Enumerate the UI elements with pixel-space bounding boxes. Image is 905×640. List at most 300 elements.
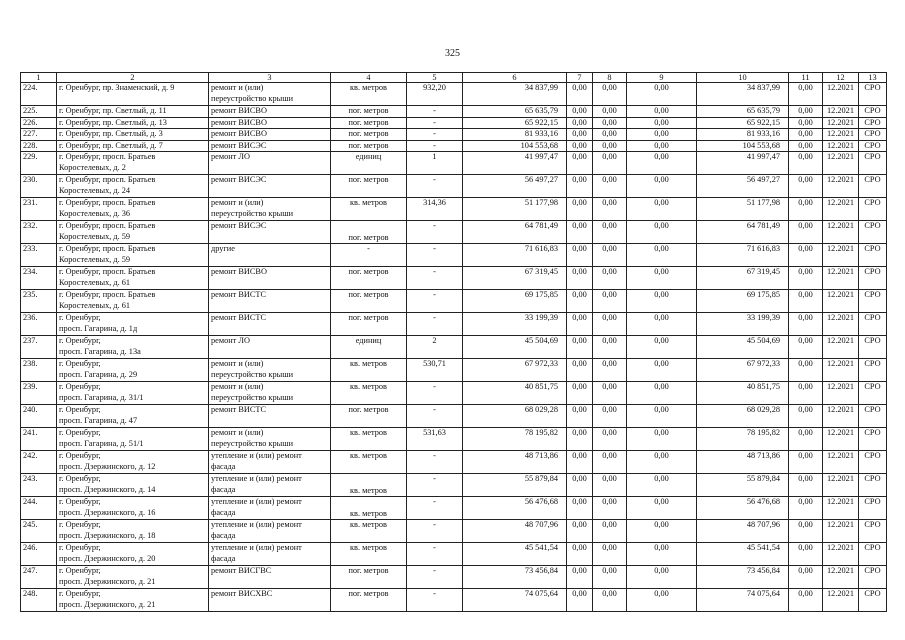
method-cell: СРО bbox=[859, 175, 887, 198]
unit-cell: пог. метров bbox=[331, 267, 407, 290]
completion-date-cell: 12.2021 bbox=[823, 290, 859, 313]
work-type-line: фасада bbox=[211, 461, 236, 471]
unit-cell: пог. метров bbox=[331, 140, 407, 152]
table-row bbox=[21, 451, 887, 474]
fund-cell: 0,00 bbox=[627, 267, 697, 290]
address-line: просп. Гагарина, д. 31/1 bbox=[59, 392, 144, 402]
completion-date-cell: 12.2021 bbox=[823, 497, 859, 520]
address-cell bbox=[57, 313, 209, 336]
address-cell bbox=[57, 267, 209, 290]
work-type-cell bbox=[209, 83, 331, 106]
unit-cell: пог. метров bbox=[331, 405, 407, 428]
work-type-cell bbox=[209, 175, 331, 198]
work-type-cell bbox=[209, 474, 331, 497]
completion-date-cell: 12.2021 bbox=[823, 359, 859, 382]
unit-cell: кв. метров bbox=[331, 451, 407, 474]
page-number: 325 bbox=[445, 48, 460, 59]
total-cost-cell: 45 541,54 bbox=[463, 543, 567, 566]
fund-cell: 0,00 bbox=[627, 129, 697, 141]
address-cell bbox=[57, 198, 209, 221]
fund-cell: 0,00 bbox=[567, 83, 593, 106]
completion-date-cell: 12.2021 bbox=[823, 566, 859, 589]
fund-cell: 0,00 bbox=[789, 382, 823, 405]
row-number-cell: 235. bbox=[21, 290, 57, 313]
quantity-cell: - bbox=[407, 474, 463, 497]
quantity-cell: - bbox=[407, 566, 463, 589]
fund-cell: 0,00 bbox=[789, 117, 823, 129]
owner-funds-cell: 40 851,75 bbox=[697, 382, 789, 405]
address-line: г. Оренбург, bbox=[59, 543, 101, 552]
work-type-line: ремонт и (или) bbox=[211, 428, 264, 437]
fund-cell: 0,00 bbox=[789, 83, 823, 106]
table-row bbox=[21, 290, 887, 313]
fund-cell: 0,00 bbox=[789, 152, 823, 175]
unit-cell: пог. метров bbox=[331, 566, 407, 589]
completion-date-cell: 12.2021 bbox=[823, 244, 859, 267]
owner-funds-cell: 51 177,98 bbox=[697, 198, 789, 221]
completion-date-cell: 12.2021 bbox=[823, 451, 859, 474]
table-row bbox=[21, 117, 887, 129]
address-line: г. Оренбург, bbox=[59, 359, 101, 368]
fund-cell: 0,00 bbox=[627, 543, 697, 566]
table-row bbox=[21, 140, 887, 152]
fund-cell: 0,00 bbox=[567, 106, 593, 118]
completion-date-cell: 12.2021 bbox=[823, 83, 859, 106]
owner-funds-cell: 69 175,85 bbox=[697, 290, 789, 313]
row-number-cell: 242. bbox=[21, 451, 57, 474]
fund-cell: 0,00 bbox=[789, 221, 823, 244]
fund-cell: 0,00 bbox=[593, 152, 627, 175]
fund-cell: 0,00 bbox=[789, 129, 823, 141]
address-line: г. Оренбург, bbox=[59, 520, 101, 529]
quantity-cell: - bbox=[407, 405, 463, 428]
owner-funds-cell: 64 781,49 bbox=[697, 221, 789, 244]
address-line: Коростелевых, д. 59 bbox=[59, 231, 131, 241]
work-type-line: ремонт ВИСХВС bbox=[211, 589, 273, 598]
fund-cell: 0,00 bbox=[593, 198, 627, 221]
work-type-line: ремонт и (или) bbox=[211, 359, 264, 368]
owner-funds-cell: 33 199,39 bbox=[697, 313, 789, 336]
row-number-cell: 244. bbox=[21, 497, 57, 520]
total-cost-cell: 73 456,84 bbox=[463, 566, 567, 589]
address-line: просп. Дзержинского, д. 20 bbox=[59, 553, 156, 563]
method-cell: СРО bbox=[859, 198, 887, 221]
fund-cell: 0,00 bbox=[627, 83, 697, 106]
work-type-line: ремонт ВИСТС bbox=[211, 405, 267, 414]
unit-cell: кв. метров bbox=[331, 428, 407, 451]
address-line: Коростелевых, д. 2 bbox=[59, 162, 126, 172]
owner-funds-cell: 48 713,86 bbox=[697, 451, 789, 474]
address-cell bbox=[57, 497, 209, 520]
work-type-line: утепление и (или) ремонт bbox=[211, 543, 302, 552]
address-line: г. Оренбург, пр. Светлый, д. 3 bbox=[59, 129, 163, 138]
fund-cell: 0,00 bbox=[627, 520, 697, 543]
completion-date-cell: 12.2021 bbox=[823, 474, 859, 497]
fund-cell: 0,00 bbox=[627, 117, 697, 129]
fund-cell: 0,00 bbox=[593, 428, 627, 451]
fund-cell: 0,00 bbox=[567, 267, 593, 290]
fund-cell: 0,00 bbox=[567, 313, 593, 336]
work-type-cell bbox=[209, 198, 331, 221]
quantity-cell: 932,20 bbox=[407, 83, 463, 106]
fund-cell: 0,00 bbox=[593, 359, 627, 382]
row-number-cell: 228. bbox=[21, 140, 57, 152]
fund-cell: 0,00 bbox=[567, 117, 593, 129]
address-cell bbox=[57, 175, 209, 198]
table-row bbox=[21, 359, 887, 382]
column-header: 10 bbox=[697, 73, 789, 83]
fund-cell: 0,00 bbox=[789, 140, 823, 152]
fund-cell: 0,00 bbox=[593, 221, 627, 244]
method-cell: СРО bbox=[859, 117, 887, 129]
method-cell: СРО bbox=[859, 382, 887, 405]
address-cell bbox=[57, 83, 209, 106]
fund-cell: 0,00 bbox=[789, 405, 823, 428]
row-number-cell: 243. bbox=[21, 474, 57, 497]
address-line: просп. Дзержинского, д. 14 bbox=[59, 484, 156, 494]
table-row bbox=[21, 221, 887, 244]
row-number-cell: 240. bbox=[21, 405, 57, 428]
total-cost-cell: 69 175,85 bbox=[463, 290, 567, 313]
table-row bbox=[21, 543, 887, 566]
owner-funds-cell: 41 997,47 bbox=[697, 152, 789, 175]
address-cell bbox=[57, 359, 209, 382]
completion-date-cell: 12.2021 bbox=[823, 520, 859, 543]
fund-cell: 0,00 bbox=[627, 175, 697, 198]
fund-cell: 0,00 bbox=[627, 313, 697, 336]
fund-cell: 0,00 bbox=[593, 497, 627, 520]
row-number-cell: 237. bbox=[21, 336, 57, 359]
quantity-cell: 1 bbox=[407, 152, 463, 175]
row-number-cell: 224. bbox=[21, 83, 57, 106]
address-cell bbox=[57, 474, 209, 497]
work-type-line: ремонт и (или) bbox=[211, 382, 264, 391]
owner-funds-cell: 73 456,84 bbox=[697, 566, 789, 589]
work-type-line: ремонт ВИСТС bbox=[211, 313, 267, 322]
work-type-line: ремонт ВИСВО bbox=[211, 129, 267, 138]
work-type-cell bbox=[209, 497, 331, 520]
work-type-line: переустройство крыши bbox=[211, 369, 294, 379]
quantity-cell: - bbox=[407, 543, 463, 566]
address-line: просп. Гагарина, д. 13а bbox=[59, 346, 141, 356]
address-line: г. Оренбург, просп. Братьев bbox=[59, 267, 156, 276]
table-row bbox=[21, 336, 887, 359]
method-cell: СРО bbox=[859, 244, 887, 267]
work-type-line: ремонт ВИСВО bbox=[211, 106, 267, 115]
fund-cell: 0,00 bbox=[789, 267, 823, 290]
column-number-header-row bbox=[21, 73, 887, 83]
address-line: Коростелевых, д. 59 bbox=[59, 254, 131, 264]
total-cost-cell: 104 553,68 bbox=[463, 140, 567, 152]
fund-cell: 0,00 bbox=[627, 382, 697, 405]
fund-cell: 0,00 bbox=[593, 313, 627, 336]
fund-cell: 0,00 bbox=[593, 382, 627, 405]
column-header: 7 bbox=[567, 73, 593, 83]
table-row bbox=[21, 244, 887, 267]
method-cell: СРО bbox=[859, 221, 887, 244]
total-cost-cell: 67 319,45 bbox=[463, 267, 567, 290]
unit-cell: - bbox=[331, 244, 407, 267]
table-row bbox=[21, 589, 887, 612]
address-line: просп. Гагарина, д. 1д bbox=[59, 323, 138, 333]
fund-cell: 0,00 bbox=[593, 336, 627, 359]
quantity-cell: - bbox=[407, 267, 463, 290]
address-line: г. Оренбург, bbox=[59, 589, 101, 598]
fund-cell: 0,00 bbox=[567, 543, 593, 566]
method-cell: СРО bbox=[859, 106, 887, 118]
method-cell: СРО bbox=[859, 428, 887, 451]
unit-cell: пог. метров bbox=[331, 221, 407, 244]
fund-cell: 0,00 bbox=[567, 336, 593, 359]
fund-cell: 0,00 bbox=[567, 359, 593, 382]
unit-cell: кв. метров bbox=[331, 497, 407, 520]
column-header: 6 bbox=[463, 73, 567, 83]
address-line: г. Оренбург, bbox=[59, 497, 101, 506]
address-cell bbox=[57, 589, 209, 612]
address-cell bbox=[57, 382, 209, 405]
fund-cell: 0,00 bbox=[593, 83, 627, 106]
total-cost-cell: 48 707,96 bbox=[463, 520, 567, 543]
work-type-line: ремонт ВИСВО bbox=[211, 267, 267, 276]
fund-cell: 0,00 bbox=[789, 313, 823, 336]
table-row bbox=[21, 313, 887, 336]
fund-cell: 0,00 bbox=[567, 290, 593, 313]
fund-cell: 0,00 bbox=[789, 336, 823, 359]
owner-funds-cell: 104 553,68 bbox=[697, 140, 789, 152]
work-type-line: фасада bbox=[211, 484, 236, 494]
unit-cell: пог. метров bbox=[331, 589, 407, 612]
column-header: 4 bbox=[331, 73, 407, 83]
fund-cell: 0,00 bbox=[627, 106, 697, 118]
total-cost-cell: 78 195,82 bbox=[463, 428, 567, 451]
owner-funds-cell: 34 837,99 bbox=[697, 83, 789, 106]
owner-funds-cell: 78 195,82 bbox=[697, 428, 789, 451]
total-cost-cell: 33 199,39 bbox=[463, 313, 567, 336]
quantity-cell: - bbox=[407, 382, 463, 405]
address-line: г. Оренбург, пр. Знаменский, д. 9 bbox=[59, 83, 175, 92]
total-cost-cell: 56 497,27 bbox=[463, 175, 567, 198]
total-cost-cell: 55 879,84 bbox=[463, 474, 567, 497]
work-type-line: ремонт ВИСЭС bbox=[211, 221, 267, 230]
owner-funds-cell: 45 504,69 bbox=[697, 336, 789, 359]
row-number-cell: 230. bbox=[21, 175, 57, 198]
row-number-cell: 245. bbox=[21, 520, 57, 543]
work-type-line: другие bbox=[211, 244, 235, 253]
total-cost-cell: 34 837,99 bbox=[463, 83, 567, 106]
table-row bbox=[21, 405, 887, 428]
address-line: г. Оренбург, bbox=[59, 382, 101, 391]
fund-cell: 0,00 bbox=[567, 198, 593, 221]
address-cell bbox=[57, 520, 209, 543]
unit-cell: пог. метров bbox=[331, 175, 407, 198]
address-line: г. Оренбург, просп. Братьев bbox=[59, 221, 156, 230]
address-line: г. Оренбург, bbox=[59, 313, 101, 322]
method-cell: СРО bbox=[859, 405, 887, 428]
capital-repair-table bbox=[20, 72, 887, 612]
method-cell: СРО bbox=[859, 589, 887, 612]
fund-cell: 0,00 bbox=[567, 175, 593, 198]
row-number-cell: 239. bbox=[21, 382, 57, 405]
work-type-cell bbox=[209, 451, 331, 474]
fund-cell: 0,00 bbox=[627, 198, 697, 221]
table-body bbox=[21, 83, 887, 612]
fund-cell: 0,00 bbox=[593, 405, 627, 428]
quantity-cell: - bbox=[407, 290, 463, 313]
quantity-cell: - bbox=[407, 244, 463, 267]
address-cell bbox=[57, 428, 209, 451]
owner-funds-cell: 68 029,28 bbox=[697, 405, 789, 428]
quantity-cell: - bbox=[407, 106, 463, 118]
unit-cell: кв. метров bbox=[331, 83, 407, 106]
work-type-cell bbox=[209, 359, 331, 382]
row-number-cell: 233. bbox=[21, 244, 57, 267]
work-type-cell bbox=[209, 290, 331, 313]
address-cell bbox=[57, 290, 209, 313]
address-line: г. Оренбург, просп. Братьев bbox=[59, 244, 156, 253]
fund-cell: 0,00 bbox=[567, 152, 593, 175]
address-line: г. Оренбург, bbox=[59, 566, 101, 575]
method-cell: СРО bbox=[859, 336, 887, 359]
address-line: просп. Гагарина, д. 51/1 bbox=[59, 438, 144, 448]
unit-cell: пог. метров bbox=[331, 290, 407, 313]
fund-cell: 0,00 bbox=[627, 589, 697, 612]
work-type-cell bbox=[209, 313, 331, 336]
address-line: г. Оренбург, просп. Братьев bbox=[59, 290, 156, 299]
work-type-line: ремонт ВИСВО bbox=[211, 117, 267, 127]
fund-cell: 0,00 bbox=[593, 140, 627, 152]
fund-cell: 0,00 bbox=[789, 106, 823, 118]
work-type-cell bbox=[209, 566, 331, 589]
quantity-cell: - bbox=[407, 140, 463, 152]
fund-cell: 0,00 bbox=[567, 451, 593, 474]
fund-cell: 0,00 bbox=[627, 428, 697, 451]
method-cell: СРО bbox=[859, 267, 887, 290]
address-line: просп. Гагарина, д. 29 bbox=[59, 369, 138, 379]
table-row bbox=[21, 198, 887, 221]
total-cost-cell: 64 781,49 bbox=[463, 221, 567, 244]
owner-funds-cell: 45 541,54 bbox=[697, 543, 789, 566]
address-cell bbox=[57, 451, 209, 474]
completion-date-cell: 12.2021 bbox=[823, 267, 859, 290]
fund-cell: 0,00 bbox=[593, 129, 627, 141]
owner-funds-cell: 67 319,45 bbox=[697, 267, 789, 290]
completion-date-cell: 12.2021 bbox=[823, 140, 859, 152]
address-line: г. Оренбург, просп. Братьев bbox=[59, 152, 156, 161]
completion-date-cell: 12.2021 bbox=[823, 405, 859, 428]
fund-cell: 0,00 bbox=[593, 267, 627, 290]
unit-cell: пог. метров bbox=[331, 313, 407, 336]
address-cell bbox=[57, 244, 209, 267]
completion-date-cell: 12.2021 bbox=[823, 313, 859, 336]
work-type-line: ремонт ЛО bbox=[211, 336, 250, 345]
total-cost-cell: 67 972,33 bbox=[463, 359, 567, 382]
table-row bbox=[21, 428, 887, 451]
fund-cell: 0,00 bbox=[567, 382, 593, 405]
work-type-line: переустройство крыши bbox=[211, 208, 294, 218]
unit-cell: единиц bbox=[331, 336, 407, 359]
column-header: 1 bbox=[21, 73, 57, 83]
address-cell bbox=[57, 221, 209, 244]
column-header: 8 bbox=[593, 73, 627, 83]
work-type-cell bbox=[209, 267, 331, 290]
total-cost-cell: 45 504,69 bbox=[463, 336, 567, 359]
completion-date-cell: 12.2021 bbox=[823, 117, 859, 129]
address-cell bbox=[57, 129, 209, 141]
work-type-cell bbox=[209, 589, 331, 612]
fund-cell: 0,00 bbox=[789, 198, 823, 221]
work-type-cell bbox=[209, 543, 331, 566]
address-line: г. Оренбург, bbox=[59, 451, 101, 460]
fund-cell: 0,00 bbox=[627, 290, 697, 313]
method-cell: СРО bbox=[859, 520, 887, 543]
unit-cell: пог. метров bbox=[331, 129, 407, 141]
address-line: г. Оренбург, bbox=[59, 474, 101, 483]
total-cost-cell: 56 476,68 bbox=[463, 497, 567, 520]
total-cost-cell: 65 922,15 bbox=[463, 117, 567, 129]
address-line: г. Оренбург, пр. Светлый, д. 11 bbox=[59, 106, 167, 115]
table-row bbox=[21, 520, 887, 543]
quantity-cell: - bbox=[407, 129, 463, 141]
unit-cell: кв. метров bbox=[331, 474, 407, 497]
fund-cell: 0,00 bbox=[789, 589, 823, 612]
owner-funds-cell: 81 933,16 bbox=[697, 129, 789, 141]
address-line: г. Оренбург, просп. Братьев bbox=[59, 198, 156, 207]
table-row bbox=[21, 175, 887, 198]
completion-date-cell: 12.2021 bbox=[823, 428, 859, 451]
fund-cell: 0,00 bbox=[593, 566, 627, 589]
row-number-cell: 226. bbox=[21, 117, 57, 129]
work-type-cell bbox=[209, 336, 331, 359]
table-row bbox=[21, 106, 887, 118]
total-cost-cell: 68 029,28 bbox=[463, 405, 567, 428]
total-cost-cell: 41 997,47 bbox=[463, 152, 567, 175]
fund-cell: 0,00 bbox=[789, 451, 823, 474]
total-cost-cell: 40 851,75 bbox=[463, 382, 567, 405]
row-number-cell: 232. bbox=[21, 221, 57, 244]
column-header: 3 bbox=[209, 73, 331, 83]
address-cell bbox=[57, 566, 209, 589]
fund-cell: 0,00 bbox=[567, 428, 593, 451]
completion-date-cell: 12.2021 bbox=[823, 336, 859, 359]
fund-cell: 0,00 bbox=[567, 497, 593, 520]
completion-date-cell: 12.2021 bbox=[823, 175, 859, 198]
fund-cell: 0,00 bbox=[567, 405, 593, 428]
work-type-line: фасада bbox=[211, 553, 236, 563]
address-line: Коростелевых, д. 24 bbox=[59, 185, 131, 195]
fund-cell: 0,00 bbox=[593, 175, 627, 198]
fund-cell: 0,00 bbox=[627, 566, 697, 589]
fund-cell: 0,00 bbox=[593, 520, 627, 543]
fund-cell: 0,00 bbox=[567, 589, 593, 612]
address-cell bbox=[57, 152, 209, 175]
fund-cell: 0,00 bbox=[789, 359, 823, 382]
completion-date-cell: 12.2021 bbox=[823, 221, 859, 244]
address-cell bbox=[57, 405, 209, 428]
row-number-cell: 246. bbox=[21, 543, 57, 566]
address-line: просп. Дзержинского, д. 21 bbox=[59, 599, 156, 609]
work-type-line: ремонт и (или) bbox=[211, 198, 264, 207]
address-cell bbox=[57, 106, 209, 118]
address-line: г. Оренбург, пр. Светлый, д. 7 bbox=[59, 140, 163, 150]
table-row bbox=[21, 83, 887, 106]
work-type-cell bbox=[209, 221, 331, 244]
fund-cell: 0,00 bbox=[627, 451, 697, 474]
owner-funds-cell: 74 075,64 bbox=[697, 589, 789, 612]
row-number-cell: 236. bbox=[21, 313, 57, 336]
quantity-cell: - bbox=[407, 451, 463, 474]
fund-cell: 0,00 bbox=[593, 244, 627, 267]
unit-cell: кв. метров bbox=[331, 520, 407, 543]
